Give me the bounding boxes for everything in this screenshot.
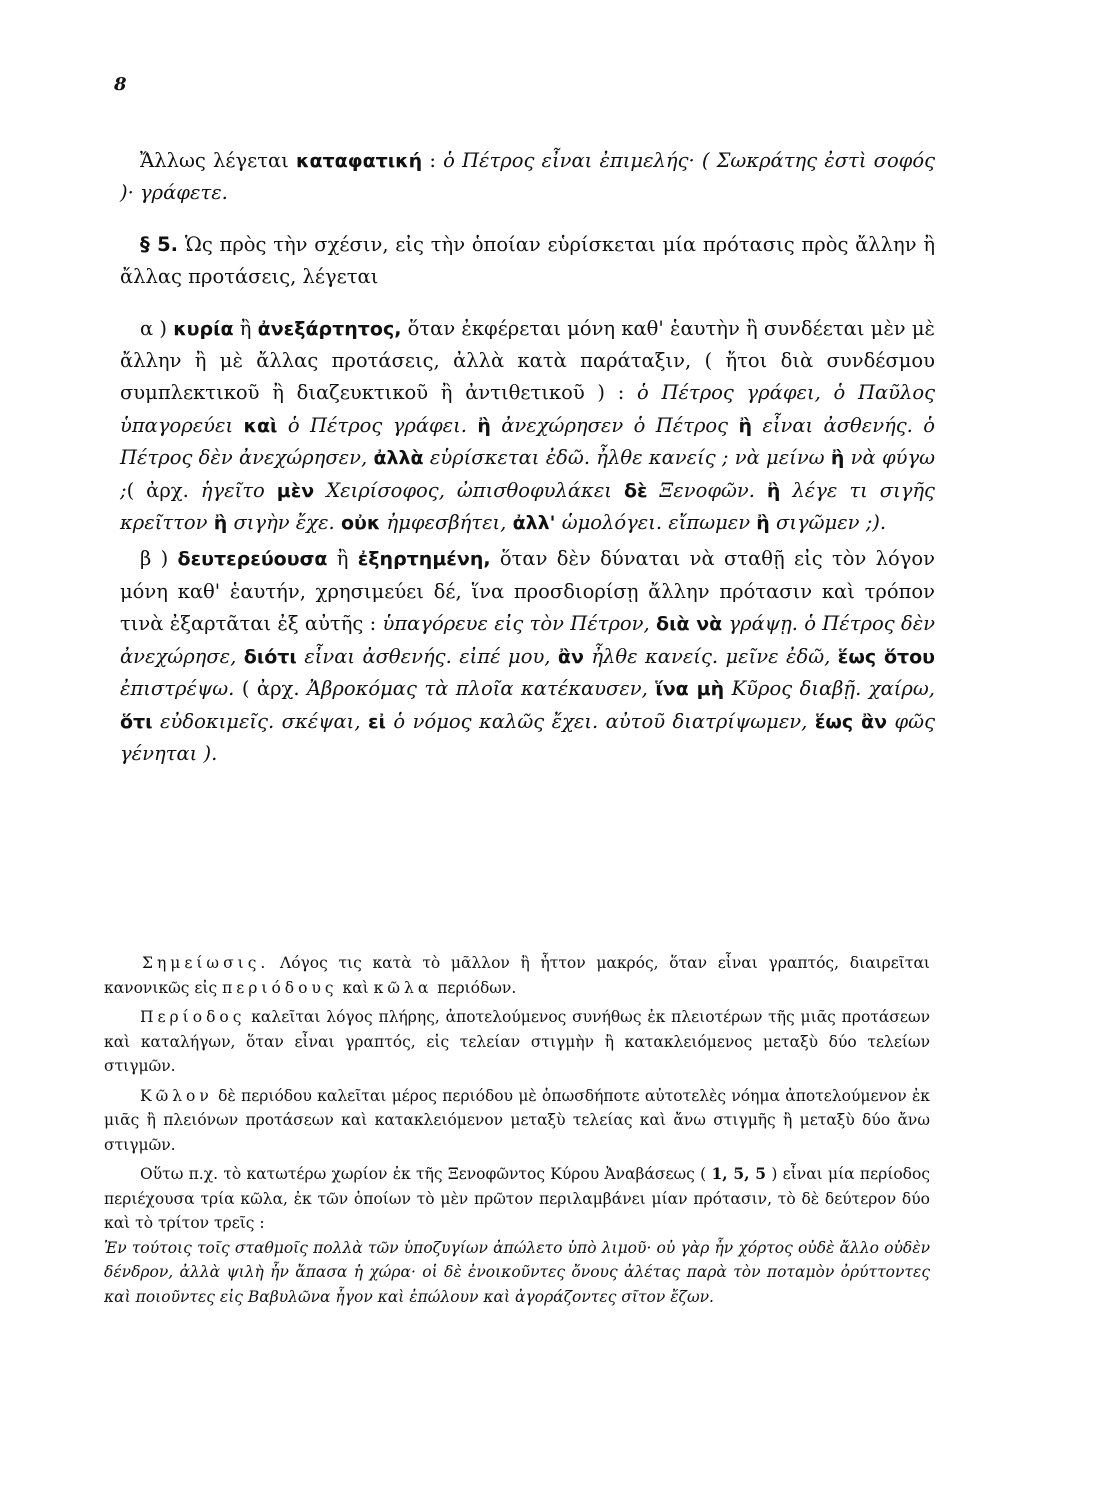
example-italic: Χειρίσοφος, ὠπισθοφυλάκει <box>314 478 624 502</box>
main-text <box>120 145 935 770</box>
example-italic: ὁ Πέτρος γράφει. <box>277 413 478 437</box>
text-run: καὶ <box>337 978 374 997</box>
example-italic: Κῦρος διαβῇ. χαίρω, <box>724 677 935 701</box>
term-bold: ἢ <box>477 414 491 437</box>
text-run: ἢ <box>327 547 358 571</box>
example-italic: ἡγεῖτο <box>200 478 277 502</box>
example-italic: ἀνεχώρησεν ὁ Πέτρος <box>490 413 739 437</box>
text-run: περιόδων. <box>432 978 517 997</box>
example-italic: ὑπαγόρευε εἰς τὸν Πέτρον, <box>382 612 657 636</box>
term-bold: ὅτι <box>120 710 153 733</box>
term-bold: ἂν <box>557 645 584 668</box>
example-italic: λέγε τι σιγῆς κρεῖττον <box>120 478 935 535</box>
paragraph-a <box>120 313 935 540</box>
example-italic: Ἀβροκόμας τὰ πλοῖα κατέκαυσεν, <box>307 677 656 701</box>
section-mark: § 5. <box>140 232 179 256</box>
example-italic: εὑρίσκεται ἐδῶ. ἦλθε κανείς ; νὰ μείνω <box>423 446 831 470</box>
term-bold: ἵνα μὴ <box>655 678 725 701</box>
example-italic: ὁ Πέτρος γράφει, ὁ Παῦλος ὑπαγορεύει <box>120 381 936 437</box>
term-bold: ἕως ὅτου <box>837 645 936 668</box>
term-bold: εἰ <box>367 710 386 733</box>
text-run: α ) <box>140 316 174 340</box>
term-bold: κυρία <box>173 317 234 340</box>
term-bold: διὰ νὰ <box>656 613 723 636</box>
term-bold: ἐξηρτημένη, <box>357 548 491 571</box>
text-run: δὲ περιόδου καλεῖται μέρος περιόδου μὲ ὁπωσδήποτε αὐτοτελὲς νόημα ἀποτελούμενον ἐκ μιᾶς ἢ πλειόνων προτάσεων καὶ κατακλειόμενον μεταξὺ τελείας καὶ ἄνω στιγμῆς ἢ μεταξὺ δύο ἄνω στιγμῶν. <box>104 1086 930 1154</box>
example-italic: Ξενοφῶν. <box>647 478 767 502</box>
text-run: Οὕτω π.χ. τὸ κατωτέρω χωρίον ἐκ τῆς Ξενοφῶντος Κύρου Ἀναβάσεως ( <box>140 1165 712 1183</box>
text-run: Ὡς πρὸς τὴν σχέσιν, εἰς τὴν ὁποίαν εὑρίσκεται μία πρότασις πρὸς ἄλλην ἢ ἄλλας προτάσεις, λέγεται <box>120 232 936 289</box>
example-italic: εἶναι ἀσθενής. εἰπέ μου, <box>296 644 558 668</box>
text-run: : <box>422 149 444 172</box>
term-spaced: Περίοδος <box>140 1008 246 1026</box>
section-5-paragraph <box>120 229 935 294</box>
note-heading: Σημείωσις. <box>142 954 270 972</box>
text-run: ὅταν ἐκφέρεται μόνη καθ' ἑαυτὴν ἢ συνδέεται μὲν μὲ ἄλλην ἢ μὲ ἄλλας προτάσεις, ἀλλὰ κατὰ παράταξιν, ( ἤτοι διὰ συνδέσμου συμπλεκτικοῦ ἢ διαζευκτικοῦ ἢ ἀντιθετικοῦ ) : <box>120 316 935 405</box>
term-bold: ἢ <box>830 447 845 470</box>
note-paragraph-1 <box>104 951 930 1000</box>
page-number: 8 <box>114 74 127 95</box>
example-italic: εὐδοκιμεῖς. σκέψαι, <box>152 709 368 733</box>
term-bold: ἢ <box>738 414 753 437</box>
term-bold: διότι <box>243 645 297 668</box>
term-bold: ἀλλὰ <box>373 447 424 470</box>
example-italic: εἶναι ἀσθενής. ὁ Πέτρος δὲν ἀνεχώρησεν, <box>120 413 935 470</box>
example-italic: ἦλθε κανείς. μεῖνε ἐδῶ, <box>583 644 838 668</box>
term-spaced: κῶλα <box>373 978 433 997</box>
note-paragraph-4 <box>104 1162 930 1236</box>
note-section <box>104 951 930 1309</box>
text-run: ) εἶναι μία περίοδος περιέχουσα τρία κῶλα, ἐκ τῶν ὁποίων τὸ μὲν πρῶτον περιλαμβάνει μίαν πρότασιν, τὸ δὲ δεύτερον δύο καὶ τὸ τρίτον τρεῖς : <box>104 1165 930 1232</box>
paragraph-b <box>120 543 935 770</box>
text-run: ὅταν δὲν δύναται νὰ σταθῇ εἰς τὸν λόγον μόνη καθ' ἑαυτήν, χρησιμεύει δέ, ἵνα προσδιορίσῃ ἄλλην πρότασιν καὶ τρόπον τινὰ ἐξαρτᾶται ἐξ αὐτῆς : <box>120 547 935 636</box>
term-bold: ἢ <box>213 512 228 535</box>
term-bold: ἕως ἂν <box>814 710 888 733</box>
note-quote: Ἐν τούτοις τοῖς σταθμοῖς πολλὰ τῶν ὑποζυγίων ἀπώλετο ὑπὸ λιμοῦ· οὐ γὰρ ἦν χόρτος οὐδὲ ἄλλο οὐδὲν δένδρον, ἀλλὰ ψιλὴ ἦν ἅπασα ἡ χώρα· οἱ δὲ ἐνοικοῦντες ὄνους ἀλέτας παρὰ τὸν ποταμὸν ὀρύττοντες καὶ ποιοῦντες εἰς Βαβυλῶνα ἦγον καὶ ἐπώλουν καὶ ἀγοράζοντες σῖτον ἔζων. <box>104 1238 930 1306</box>
example-italic: ἠμφεσβήτει, <box>380 511 513 535</box>
term-bold: ἢ <box>766 479 781 502</box>
term-bold: ἀλλ' <box>512 512 556 535</box>
text-run: καλεῖται λόγος πλήρης, ἀποτελούμενος συνήθως ἐκ πλειοτέρων τῆς μιᾶς προτάσεων καὶ καταλήγων, ὅταν εἶναι γραπτός, εἰς τελείαν στιγμὴν ἢ κατακλειόμενος μεταξὺ δύο τελείων στιγμῶν. <box>104 1008 930 1075</box>
example-italic: σιγὴν ἔχε. <box>227 511 341 535</box>
text-run: Λόγος τις κατὰ τὸ μᾶλλον ἢ ἧττον μακρός, ὅταν εἶναι γραπτός, διαιρεῖται κανονικῶς εἰς <box>104 954 930 997</box>
text-run: β ) <box>140 547 178 571</box>
term-bold: καὶ <box>243 414 278 437</box>
example-italic: γράψῃ. ὁ Πέτρος δὲν ἀνεχώρησε, <box>120 612 936 668</box>
note-paragraph-3 <box>104 1084 930 1158</box>
example-italic: σιγῶμεν ;). <box>769 511 887 535</box>
example-italic: ὁ Πέτρος εἶναι ἐπιμελής· ( Σωκράτης ἐστὶ σοφός )· γράφετε. <box>120 149 936 205</box>
term-bold: καταφατική <box>296 150 423 172</box>
example-italic: φῶς γένηται ). <box>120 709 935 765</box>
example-italic: ὁ νόμος καλῶς ἔχει. αὐτοῦ διατρίψωμεν, <box>385 709 815 733</box>
text-run: ( ἀρχ. <box>234 677 308 701</box>
term-spaced: Κῶλον <box>140 1086 213 1105</box>
example-italic: ἐπιστρέψω. <box>120 677 235 701</box>
term-bold: μὲν <box>276 479 315 502</box>
text-run: ( ἀρχ. <box>126 478 201 502</box>
example-italic: ὡμολόγει. εἴπωμεν <box>555 511 757 535</box>
term-bold: οὐκ <box>340 512 381 535</box>
term-bold: δευτερεύουσα <box>177 548 328 571</box>
term-bold: δὲ <box>623 479 648 502</box>
citation-bold: 1, 5, 5 <box>711 1164 767 1183</box>
intro-paragraph <box>120 145 935 210</box>
term-bold: ἢ <box>756 512 770 535</box>
term-bold: ἀνεξάρτητος, <box>257 317 402 340</box>
text-run: Ἄλλως λέγεται <box>140 149 296 172</box>
example-italic: νὰ φύγω ; <box>120 446 936 502</box>
term-spaced: περιόδους <box>222 978 338 997</box>
note-paragraph-2 <box>104 1005 930 1079</box>
text-run: ἢ <box>233 316 258 340</box>
